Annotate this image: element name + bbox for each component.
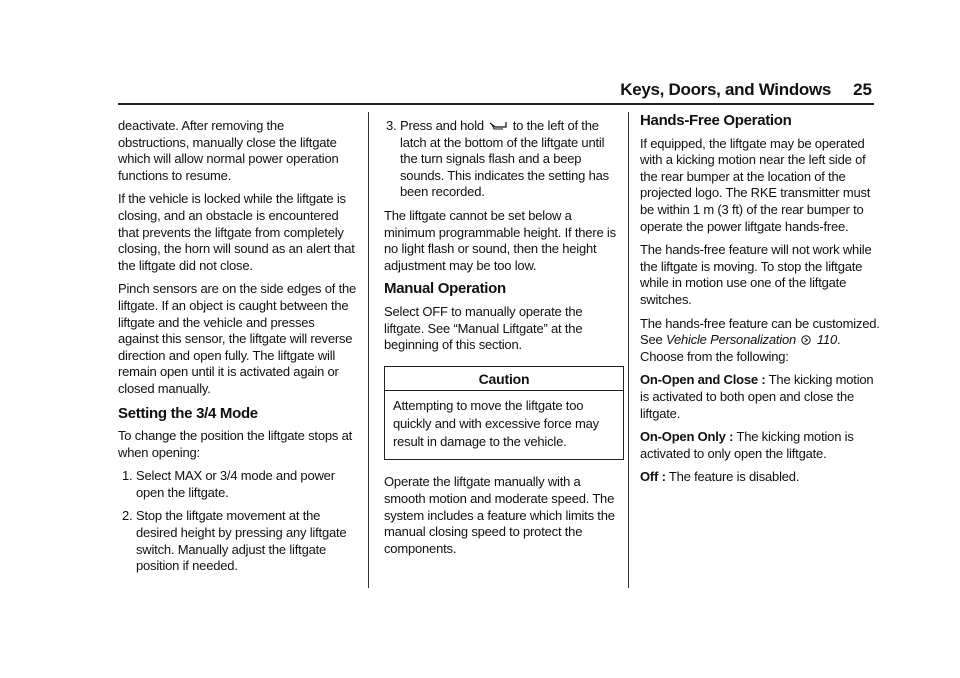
column-divider-2 [628,112,629,588]
paragraph: If the vehicle is locked while the liftgate is closing, and an obstacle is encountered that prevents the liftgate from completely closing, the horn will sound as an alert that the liftgate did not close. [118,191,355,273]
step-number: 1. [122,468,133,484]
text-run: . Choose from the following: [640,332,841,364]
option-term: On-Open Only : [640,429,734,445]
paragraph: The hands-free feature will not work while the liftgate is moving. To stop the liftgate while in motion use one of the liftgate switches. [640,242,872,307]
step-number: 2. [122,508,133,524]
paragraph: If equipped, the liftgate may be operated with a kicking motion near the left side of the rear bumper at the location of the projected logo. The RKE transmitter must be within 1 m (3 ft) of the rear bumper to operate the power liftgate hands-free. [640,135,871,234]
paragraph: To change the position the liftgate stops at when opening: [118,428,353,460]
paragraph: Pinch sensors are on the side edges of the liftgate. If an object is caught between the liftgate and the vehicle and presses against this sensor, the liftgate will reverse direction and open fully. The liftgate will remain open until it is activated again or closed manually. [118,281,357,396]
list-item [118,468,358,501]
step-text-post: to the left of the latch at the bottom of the liftgate until the turn signals flash and a beep sounds. This indicates the setting has been recorded. [400,118,609,200]
step-text: Select MAX or 3/4 mode and power open the liftgate. [136,468,335,500]
paragraph: deactivate. After removing the obstructions, manually close the liftgate which will allow normal power operation functions to resume. [118,118,339,183]
header-divider [118,103,874,105]
section-heading: Manual Operation [384,280,506,298]
caution-title: Caution [385,367,623,392]
option-term: On-Open and Close : [640,372,766,388]
step-text-pre: Press and hold [400,118,484,133]
steps-list [118,468,358,575]
list-item [118,508,358,574]
liftgate-icon [489,121,507,131]
paragraph: The liftgate cannot be set below a minimum programmable height. If there is no light flash or sound, then the height adjustment may be too low. [384,207,616,273]
option-item [640,469,880,486]
cross-reference-link[interactable]: Vehicle Personalization [665,332,797,348]
running-header [620,80,872,100]
paragraph: Operate the liftgate manually with a smooth motion and moderate speed. The system includes a feature which limits the manual closing speed to protect the components. [384,474,615,556]
column-divider-1 [368,112,369,588]
column-left [118,118,358,582]
caution-box [384,366,624,461]
list-item [384,118,624,201]
page-number: 25 [853,80,872,99]
option-term: Off : [640,469,666,485]
column-middle [384,118,624,564]
caution-body: Attempting to move the liftgate too quickly and with excessive force may result in damage to the vehicle. [393,398,599,450]
arrow-icon [801,335,811,345]
option-description: The kicking motion is activated to both open and close the liftgate. [640,372,874,421]
option-description: The feature is disabled. [668,469,800,485]
steps-list [384,118,624,201]
option-item [640,429,880,462]
page-reference[interactable]: 110 [816,332,837,348]
option-item [640,372,880,422]
option-description: The kicking motion is activated to only open the liftgate. [640,429,854,461]
column-right [640,112,880,493]
section-heading: Hands-Free Operation [640,112,792,129]
section-title: Keys, Doors, and Windows [620,80,832,99]
paragraph [640,316,880,366]
step-number: 3. [386,118,397,133]
text-run: The hands-free feature can be customized. See [640,315,880,348]
paragraph: Select OFF to manually operate the liftgate. See “Manual Liftgate” at the beginning of this section. [384,303,583,353]
section-heading: Setting the 3/4 Mode [118,404,258,422]
step-text: Stop the liftgate movement at the desired height by pressing any liftgate switch. Manually adjust the liftgate position if needed. [136,508,347,574]
